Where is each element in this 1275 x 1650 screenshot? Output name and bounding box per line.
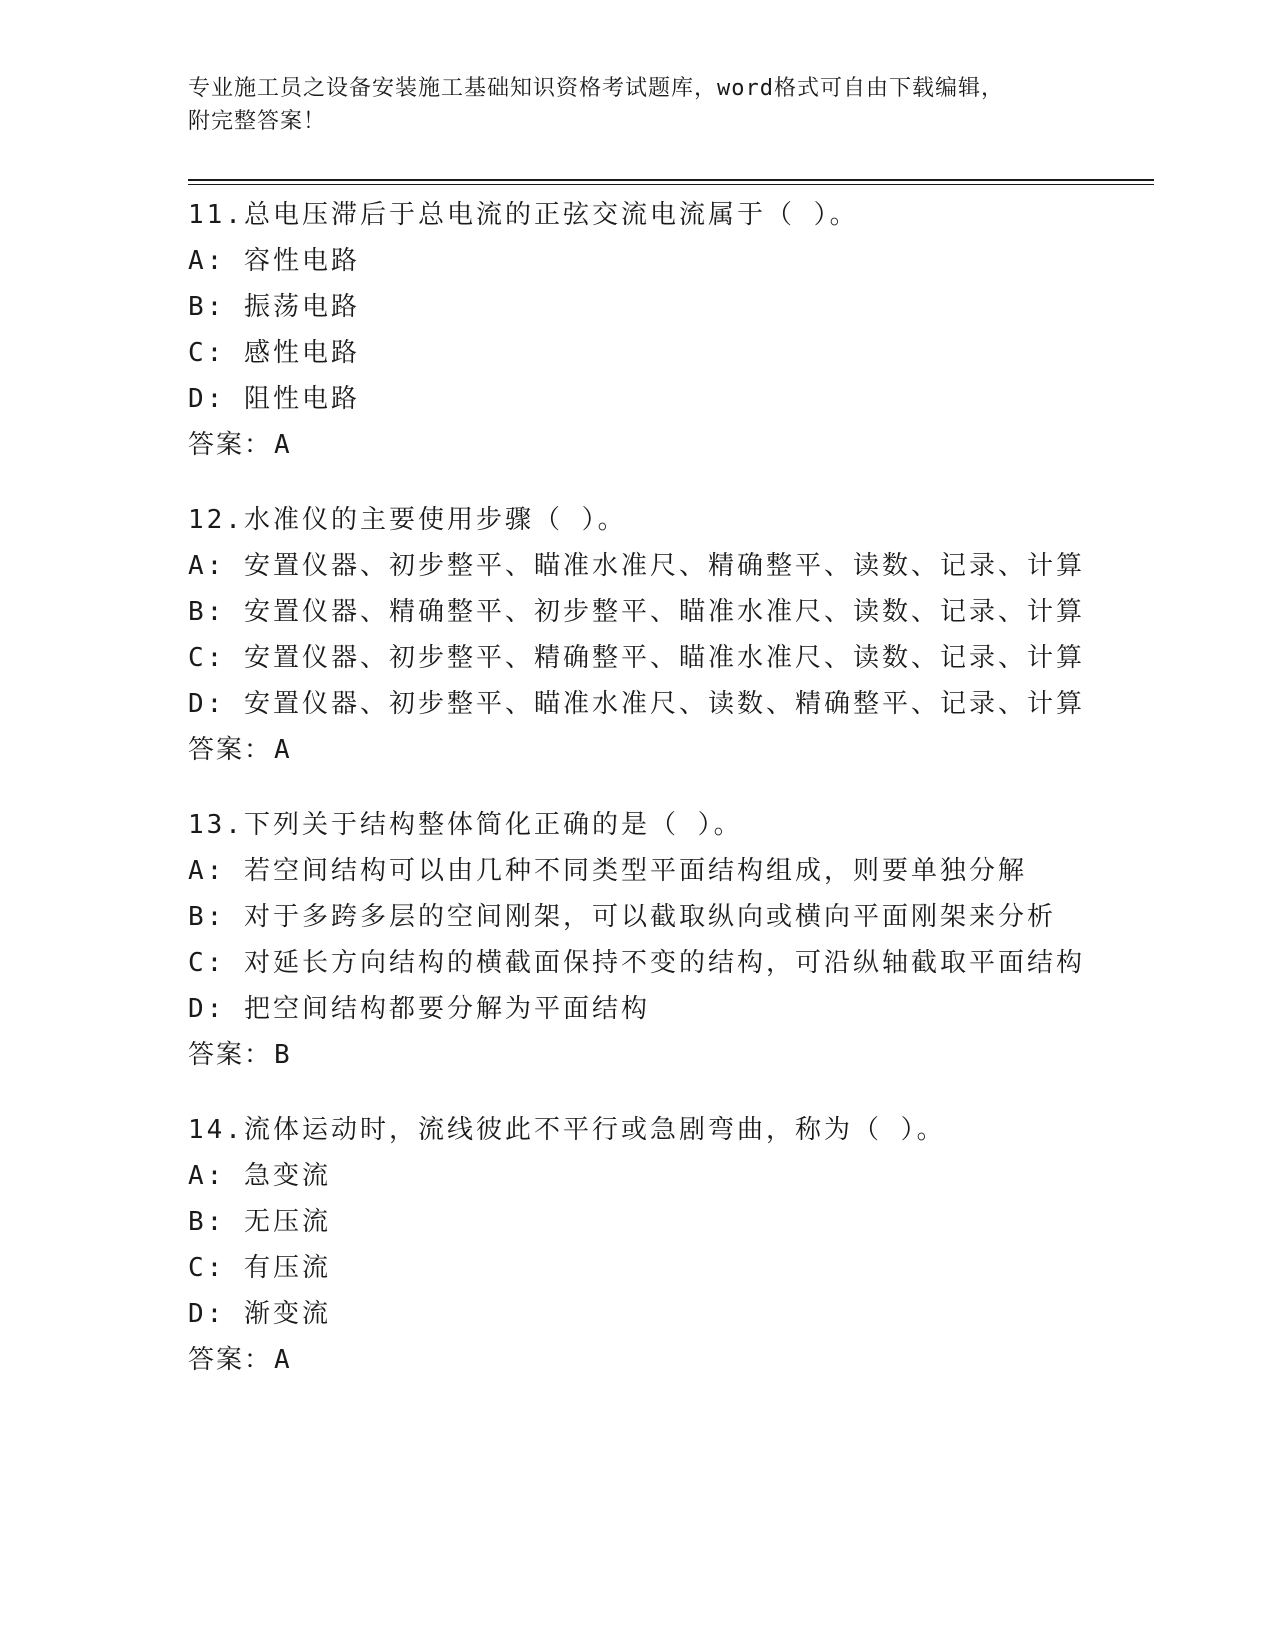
option-a: A: 安置仪器、初步整平、瞄准水准尺、精确整平、读数、记录、计算: [188, 551, 1085, 581]
header-line-1: 专业施工员之设备安装施工基础知识资格考试题库，word格式可自由下载编辑，: [188, 76, 1004, 101]
option-d: D: 渐变流: [188, 1299, 331, 1329]
header-line-2: 附完整答案！: [188, 109, 327, 134]
answer-value: A: [274, 430, 290, 460]
option-b: B: 安置仪器、精确整平、初步整平、瞄准水准尺、读数、记录、计算: [188, 597, 1085, 627]
answer-label: 答案：: [188, 1040, 273, 1070]
question-stem: 11.总电压滞后于总电流的正弦交流电流属于（ ）。: [188, 200, 859, 230]
option-a: A: 若空间结构可以由几种不同类型平面结构组成，则要单独分解: [188, 856, 1027, 886]
answer-value: A: [274, 1345, 290, 1375]
question-13: [188, 802, 1148, 1078]
question-14: [188, 1107, 1148, 1383]
header-divider-thick: [188, 179, 1154, 181]
question-12: [188, 497, 1148, 773]
answer-line: [188, 1032, 1148, 1078]
option-c: C: 安置仪器、初步整平、精确整平、瞄准水准尺、读数、记录、计算: [188, 643, 1085, 673]
option-a: A: 急变流: [188, 1161, 331, 1191]
question-list: [188, 192, 1148, 1412]
question-11: [188, 192, 1148, 468]
answer-line: [188, 727, 1148, 773]
option-b: B: 无压流: [188, 1207, 331, 1237]
option-d: D: 把空间结构都要分解为平面结构: [188, 994, 650, 1024]
option-b: B: 对于多跨多层的空间刚架，可以截取纵向或横向平面刚架来分析: [188, 902, 1056, 932]
option-a: A: 容性电路: [188, 246, 360, 276]
document-header: [188, 72, 1088, 138]
answer-value: A: [274, 735, 290, 765]
header-divider-thin: [188, 184, 1154, 185]
option-b: B: 振荡电路: [188, 292, 360, 322]
option-c: C: 有压流: [188, 1253, 331, 1283]
answer-line: [188, 422, 1148, 468]
option-c: C: 感性电路: [188, 338, 360, 368]
option-c: C: 对延长方向结构的横截面保持不变的结构，可沿纵轴截取平面结构: [188, 948, 1085, 978]
option-d: D: 阻性电路: [188, 384, 360, 414]
question-stem: 13.下列关于结构整体简化正确的是（ ）。: [188, 810, 743, 840]
question-stem: 12.水准仪的主要使用步骤（ ）。: [188, 505, 627, 535]
answer-value: B: [274, 1040, 290, 1070]
answer-line: [188, 1337, 1148, 1383]
question-stem: 14.流体运动时，流线彼此不平行或急剧弯曲，称为（ ）。: [188, 1115, 946, 1145]
answer-label: 答案：: [188, 735, 273, 765]
answer-label: 答案：: [188, 1345, 273, 1375]
answer-label: 答案：: [188, 430, 273, 460]
option-d: D: 安置仪器、初步整平、瞄准水准尺、读数、精确整平、记录、计算: [188, 689, 1085, 719]
